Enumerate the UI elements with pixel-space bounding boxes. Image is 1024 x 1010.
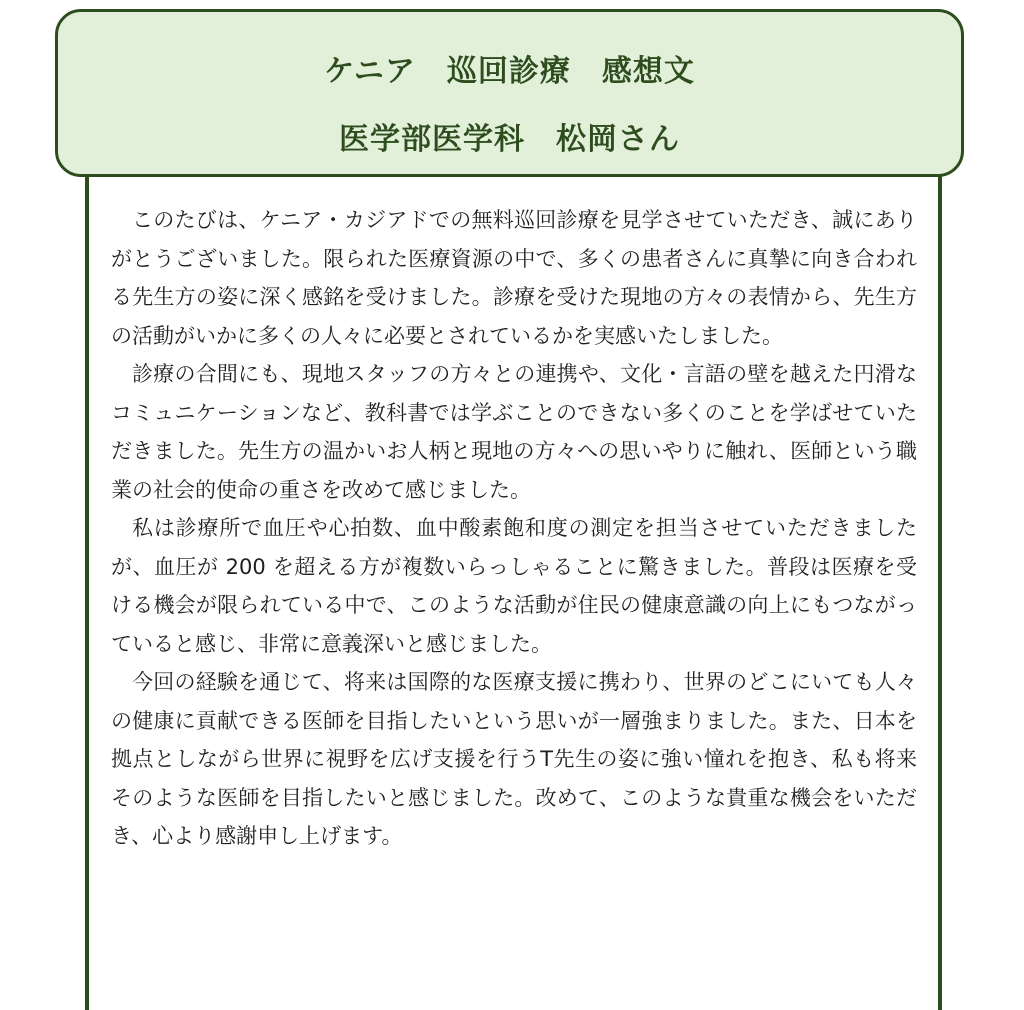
essay-paragraph-1: このたびは、ケニア・カジアドでの無料巡回診療を見学させていただき、誠にありがとうございました。限られた医療資源の中で、多くの患者さんに真摯に向き合われる先生方の姿に深く感銘を受けました。診療を受けた現地の方々の表情から、先生方の活動がいかに多くの人々に必要とされているかを実感いたしました。 [111, 208, 917, 348]
essay-paragraph-2: 診療の合間にも、現地スタッフの方々との連携や、文化・言語の壁を越えた円滑なコミュニケーションなど、教科書では学ぶことのできない多くのことを学ばせていただきました。先生方の温かいお人柄と現地の方々への思いやりに触れ、医師という職業の社会的使命の重さを改めて感じました。 [111, 362, 917, 502]
essay-body [111, 201, 917, 856]
page-title: ケニア 巡回診療 感想文 [324, 54, 695, 89]
title-banner [55, 9, 964, 177]
essay-paragraph-3: 私は診療所で血圧や心拍数、血中酸素飽和度の測定を担当させていただきましたが、血圧が 200 を超える方が複数いらっしゃることに驚きました。普段は医療を受ける機会が限られている中で、このような活動が住民の健康意識の向上にもつながっていると感じ、非常に意義深いと感じました。 [111, 516, 917, 656]
essay-paragraph-4: 今回の経験を通じて、将来は国際的な医療支援に携わり、世界のどこにいても人々の健康に貢献できる医師を目指したいという思いが一層強まりました。また、日本を拠点としながら世界に視野を広げ支援を行うT先生の姿に強い憧れを抱き、私も将来そのような医師を目指したいと感じました。改めて、このような貴重な機会をいただき、心より感謝申し上げます。 [111, 670, 917, 848]
author-line: 医学部医学科 松岡さん [339, 122, 680, 157]
